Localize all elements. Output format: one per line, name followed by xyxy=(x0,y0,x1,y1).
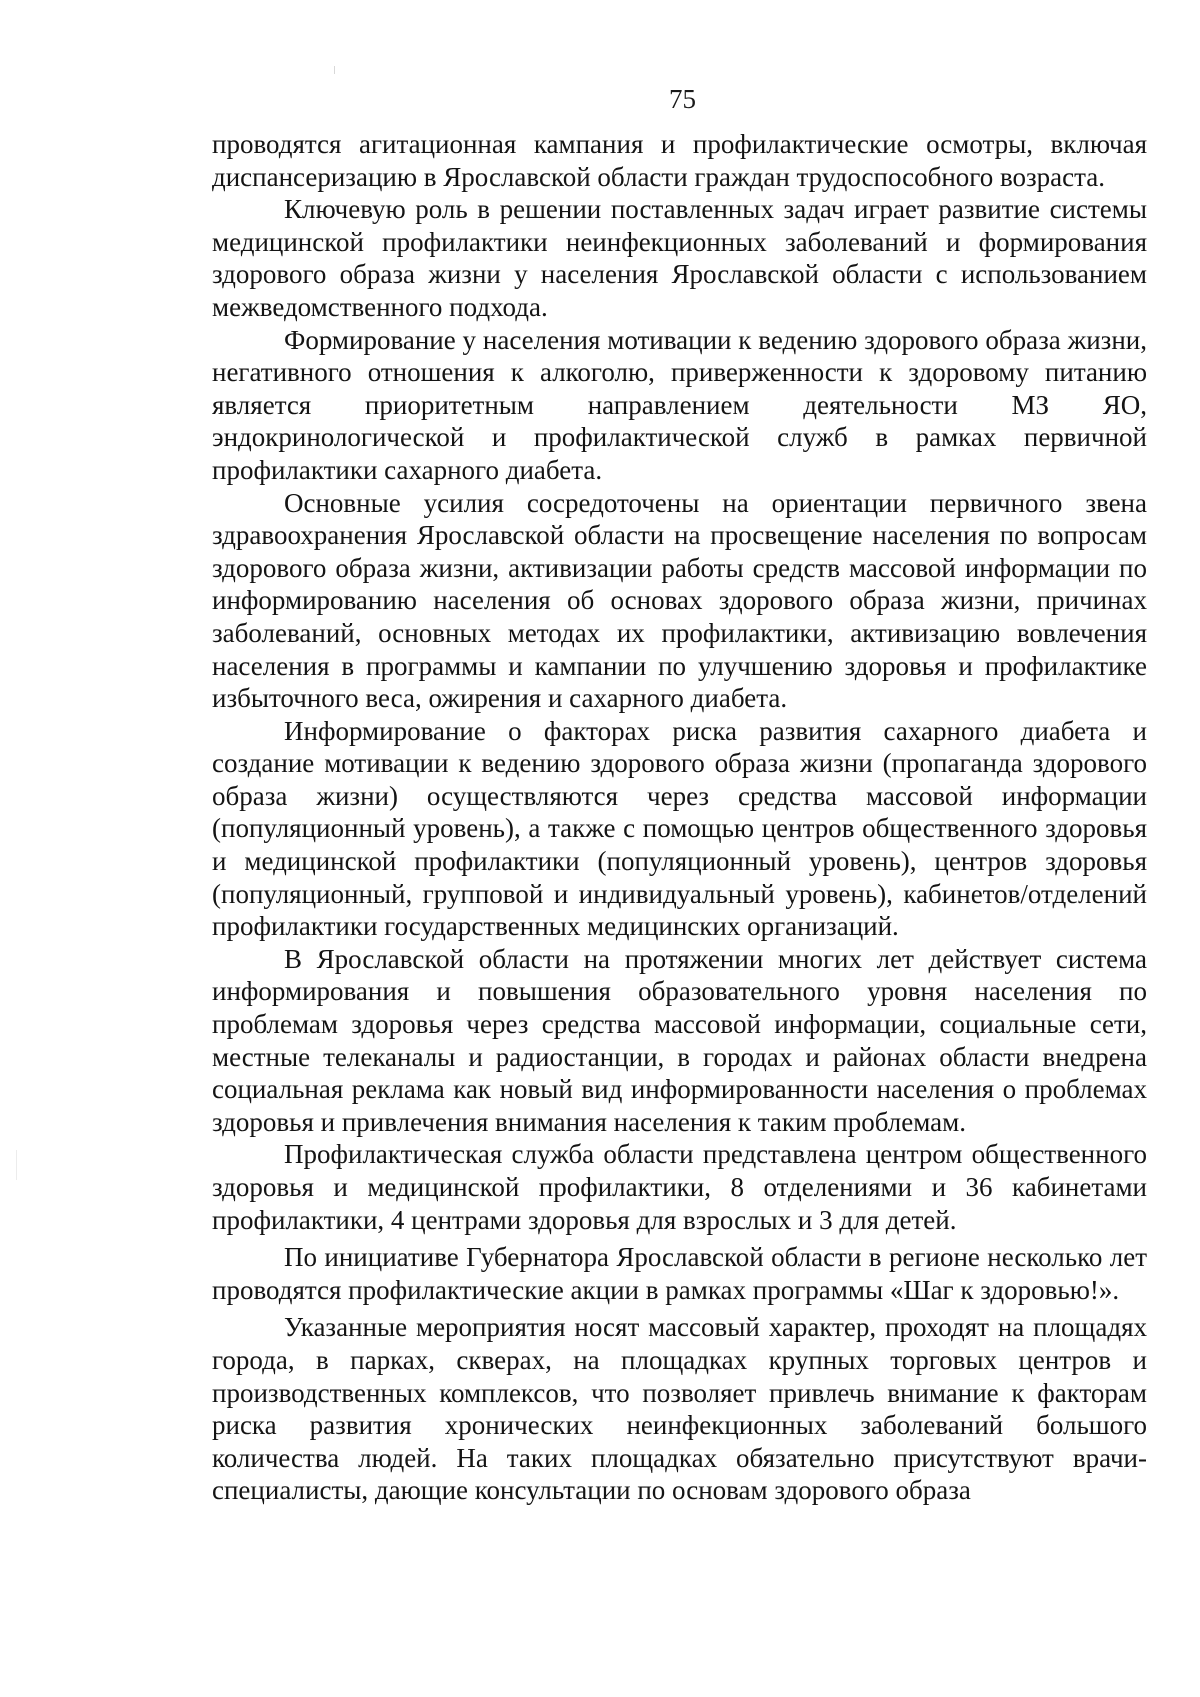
body-text xyxy=(212,128,1147,1507)
paragraph: Указанные мероприятия носят массовый характер, проходят на площадях города, в парках, скверах, на площадках крупных торговых центров и производственных комплексов, что позволяет привлечь внимание к факторам риска развития хронических неинфекционных заболеваний большого количества людей. На таких площадках обязательно присутствуют врачи-специалисты, дающие консультации по основам здорового образа xyxy=(212,1312,1147,1506)
paragraph: Ключевую роль в решении поставленных задач играет развитие системы медицинской профилактики неинфекционных заболеваний и формирования здорового образа жизни у населения Ярославской области с использованием межведомственного подхода. xyxy=(212,194,1147,322)
scan-artifact xyxy=(16,1150,17,1180)
paragraph: По инициативе Губернатора Ярославской области в регионе несколько лет проводятся профилактические акции в рамках программы «Шаг к здоровью!». xyxy=(212,1242,1147,1305)
paragraph: Профилактическая служба области представлена центром общественного здоровья и медицинской профилактики, 8 отделениями и 36 кабинетами профилактики, 4 центрами здоровья для взрослых и 3 для детей. xyxy=(212,1139,1147,1235)
paragraph: Информирование о факторах риска развития сахарного диабета и создание мотивации к ведению здорового образа жизни (пропаганда здорового образа жизни) осуществляются через средства массовой информации (популяционный уровень), а также с помощью центров общественного здоровья и медицинской профилактики (популяционный уровень), центров здоровья (популяционный, групповой и индивидуальный уровень), кабинетов/отделений профилактики государственных медицинских организаций. xyxy=(212,715,1147,942)
page-number: 75 xyxy=(669,84,696,114)
paragraph-continuation: проводятся агитационная кампания и профилактические осмотры, включая диспансеризацию в Ярославской области граждан трудоспособного возраста. xyxy=(212,129,1147,192)
scan-artifact xyxy=(334,66,335,74)
paragraph: Основные усилия сосредоточены на ориентации первичного звена здравоохранения Ярославской области на просвещение населения по вопросам здорового образа жизни, активизации работы средств массовой информации по информированию населения об основах здорового образа жизни, причинах заболеваний, основных методах их профилактики, активизацию вовлечения населения в программы и кампании по улучшению здоровья и профилактике избыточного веса, ожирения и сахарного диабета. xyxy=(212,487,1147,714)
paragraph: В Ярославской области на протяжении многих лет действует система информирования и повышения образовательного уровня населения по проблемам здоровья через средства массовой информации, социальные сети, местные телеканалы и радиостанции, в городах и районах области внедрена социальная реклама как новый вид информированности населения о проблемах здоровья и привлечения внимания населения к таким проблемам. xyxy=(212,943,1147,1137)
paragraph: Формирование у населения мотивации к ведению здорового образа жизни, негативного отношения к алкоголю, приверженности к здоровому питанию является приоритетным направлением деятельности МЗ ЯО, эндокринологической и профилактической служб в рамках первичной профилактики сахарного диабета. xyxy=(212,324,1147,485)
